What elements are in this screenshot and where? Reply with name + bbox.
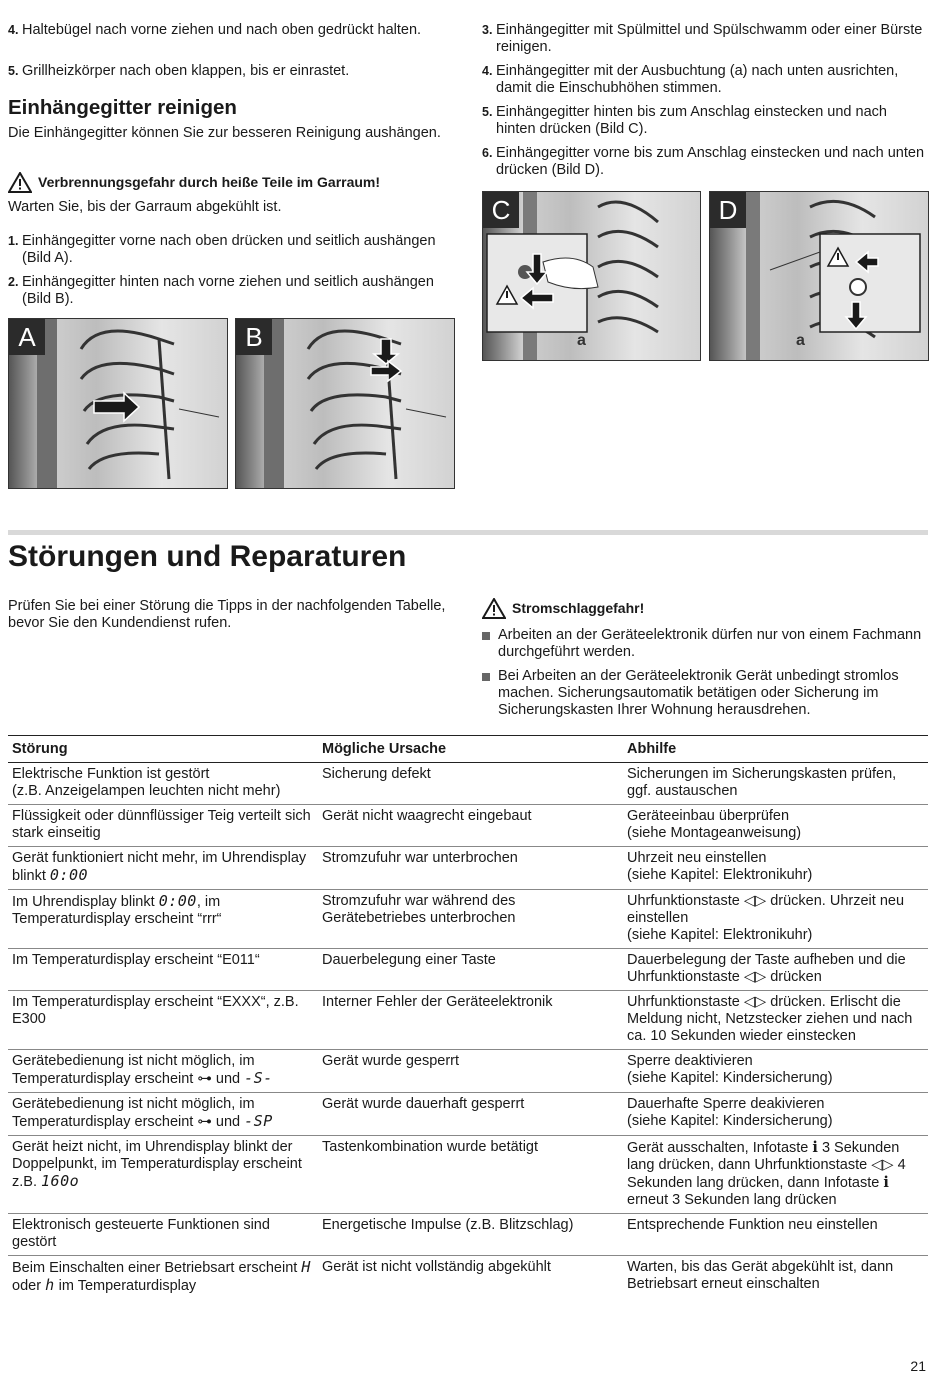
step-6 — [482, 145, 928, 179]
fault-text-2: (z.B. Anzeigelampen leuchten nicht mehr) — [12, 783, 281, 799]
display-code: 0:00 — [49, 866, 89, 884]
fault-cell — [8, 1050, 318, 1093]
bullet-square-icon — [482, 632, 490, 640]
warning-triangle-icon — [482, 598, 506, 619]
warning-triangle-icon — [8, 172, 32, 193]
step-number: 5. — [8, 64, 19, 78]
remedy-text-2: (siehe Kapitel: Kindersicherung) — [627, 1113, 833, 1129]
table-row — [8, 1256, 928, 1300]
clock-function-key-icon: ◁▷ — [871, 1157, 894, 1173]
fault-text: Gerätebedienung ist nicht möglich, im Temperaturdisplay erscheint — [12, 1096, 255, 1130]
remedy-text-2: (siehe Montageanweisung) — [627, 825, 802, 841]
warning-title: Stromschlaggefahr! — [512, 600, 645, 616]
figure-label: B — [236, 319, 272, 355]
shock-warning — [482, 598, 644, 619]
burn-warning — [8, 172, 380, 193]
faults-intro: Prüfen Sie bei einer Störung die Tipps in der nachfolgenden Tabelle, bevor Sie den Kundendienst rufen. — [8, 598, 446, 631]
cause-cell: Gerät ist nicht vollständig abgekühlt — [322, 1259, 551, 1275]
step-5-left — [8, 63, 454, 80]
section-heading: Einhängegitter reinigen — [8, 96, 237, 119]
remedy-cell — [623, 847, 928, 890]
header-fault: Störung — [8, 736, 318, 763]
figure-b — [235, 318, 455, 489]
remedy-text: Gerät ausschalten, Infotaste — [627, 1140, 809, 1156]
display-code: -S- — [244, 1069, 273, 1087]
cause-cell: Stromzufuhr war während des Gerätebetriebes unterbrochen — [318, 890, 623, 949]
fault-cell: Im Temperaturdisplay erscheint “E011“ — [8, 949, 318, 991]
cause-cell: Interner Fehler der Geräteelektronik — [318, 991, 623, 1050]
figure-label: A — [9, 319, 45, 355]
section-intro: Die Einhängegitter können Sie zur besseren Reinigung aushängen. — [8, 125, 441, 141]
step-5-right — [482, 104, 928, 138]
step-3 — [482, 22, 928, 56]
fault-cell: Flüssigkeit oder dünnflüssiger Teig verteilt sich stark einseitig — [8, 805, 318, 847]
remedy-text: Uhrfunktionstaste — [627, 994, 740, 1010]
table-row — [8, 1050, 928, 1093]
figure-d — [709, 191, 929, 361]
remedy-text-end: erneut 3 Sekunden lang drücken — [627, 1192, 837, 1208]
remedy-text-after: drücken. Uhrzeit neu einstellen — [627, 893, 905, 926]
step-number: 3. — [482, 23, 493, 37]
remedy-cell: Entsprechende Funktion neu einstellen — [623, 1214, 928, 1256]
remedy-cell — [623, 1093, 928, 1136]
remedy-text-after: 3 Sekunden lang drücken, dann Uhrfunktionstaste — [627, 1140, 900, 1173]
fault-text: Im Uhrendisplay blinkt — [12, 894, 155, 910]
key-lock-icon: ⊶ — [197, 1114, 212, 1130]
cause-cell: Sicherung defekt — [318, 763, 623, 805]
troubleshooting-table — [8, 735, 928, 1299]
step-4-right — [482, 63, 928, 97]
warning-text: Warten Sie, bis der Garraum abgekühlt ist. — [8, 199, 282, 215]
figure-c — [482, 191, 701, 361]
remedy-cell — [623, 991, 928, 1050]
step-text: Einhängegitter hinten nach vorne ziehen und seitlich aushängen (Bild B). — [22, 274, 434, 307]
header-cause: Mögliche Ursache — [318, 736, 623, 763]
figure-label: C — [483, 192, 519, 228]
section-divider — [8, 530, 928, 535]
fault-text-after: im Temperaturdisplay — [58, 1278, 197, 1294]
cause-cell: Gerät nicht waagrecht eingebaut — [318, 805, 623, 847]
warning-title: Verbrennungsgefahr durch heiße Teile im Garraum! — [38, 174, 381, 190]
fault-cell — [8, 763, 318, 805]
remedy-text-2: (siehe Kapitel: Elektronikuhr) — [627, 927, 813, 943]
display-code: -SP — [244, 1112, 273, 1130]
remedy-text: Sperre deaktivieren — [627, 1053, 753, 1069]
remedy-text: Dauerbelegung der Taste aufheben und die Uhrfunktionstaste — [627, 952, 906, 985]
info-key-icon: i — [883, 1174, 889, 1191]
page-number: 21 — [910, 1358, 926, 1374]
remedy-text: Uhrzeit neu einstellen — [627, 850, 767, 866]
remedy-text: Uhrfunktionstaste — [627, 893, 740, 909]
remedy-text-after: drücken. Erlischt die Meldung nicht, Netzstecker ziehen und nach ca. 10 Sekunden wieder einstecken — [627, 994, 913, 1044]
figure-label: D — [710, 192, 746, 228]
step-text: Einhängegitter mit der Ausbuchtung (a) nach unten ausrichten, damit die Einschubhöhen stimmen. — [496, 63, 899, 96]
table-row — [8, 1093, 928, 1136]
bulge-marker: a — [577, 332, 586, 349]
step-number: 1. — [8, 234, 19, 248]
fault-text: Elektrische Funktion ist gestört — [12, 766, 210, 782]
clock-function-key-icon: ◁▷ — [743, 994, 767, 1010]
bullet-item — [482, 627, 928, 661]
fault-text-mid: oder — [12, 1278, 42, 1294]
step-text: Grillheizkörper nach oben klappen, bis er einrastet. — [22, 63, 350, 79]
bullet-item — [482, 668, 928, 719]
step-text: Einhängegitter vorne nach oben drücken und seitlich aushängen (Bild A). — [22, 233, 436, 266]
clock-function-key-icon: ◁▷ — [743, 969, 767, 985]
remedy-text-after-2: 4 Sekunden lang drücken, dann Infotaste — [627, 1157, 906, 1191]
fault-cell — [8, 1136, 318, 1214]
remedy-cell — [623, 949, 928, 991]
step-text: Einhängegitter hinten bis zum Anschlag einstecken und nach hinten drücken (Bild C). — [496, 104, 887, 137]
fault-text: Gerätebedienung ist nicht möglich, im Temperaturdisplay erscheint — [12, 1053, 255, 1087]
fault-text: Beim Einschalten einer Betriebsart erscheint — [12, 1260, 298, 1276]
display-code: 0:00 — [158, 892, 197, 910]
remedy-text-2: (siehe Kapitel: Elektronikuhr) — [627, 867, 813, 883]
remedy-text-2: (siehe Kapitel: Kindersicherung) — [627, 1070, 833, 1086]
page-title: Störungen und Reparaturen — [8, 540, 407, 573]
info-key-icon: i — [812, 1139, 818, 1156]
bulge-marker: a — [796, 332, 805, 349]
step-text: Haltebügel nach vorne ziehen und nach oben gedrückt halten. — [22, 22, 422, 38]
table-row — [8, 890, 928, 949]
fault-cell: Im Temperaturdisplay erscheint “EXXX“, z.B. E300 — [8, 991, 318, 1050]
table-row — [8, 991, 928, 1050]
fault-text-mid: und — [215, 1114, 241, 1130]
cause-cell: Gerät wurde dauerhaft gesperrt — [318, 1093, 623, 1136]
cause-cell: Tastenkombination wurde betätigt — [318, 1136, 623, 1214]
step-2 — [8, 274, 454, 308]
display-code: 160o — [41, 1172, 80, 1190]
fault-cell — [8, 890, 318, 949]
fault-cell — [8, 1093, 318, 1136]
cause-cell: Energetische Impulse (z.B. Blitzschlag) — [318, 1214, 623, 1256]
table-row — [8, 847, 928, 890]
key-lock-icon: ⊶ — [197, 1071, 212, 1087]
display-code: H — [301, 1258, 311, 1276]
table-header-row — [8, 736, 928, 763]
fault-text: Gerät funktioniert nicht mehr, im Uhrendisplay blinkt — [12, 850, 307, 884]
fault-cell — [8, 847, 318, 890]
step-4-left — [8, 22, 454, 39]
step-number: 2. — [8, 275, 19, 289]
fault-cell: Elektronisch gesteuerte Funktionen sind gestört — [8, 1214, 318, 1256]
remedy-text-after: drücken — [766, 969, 822, 985]
table-row — [8, 805, 928, 847]
fault-cell — [8, 1256, 318, 1300]
clock-function-key-icon: ◁▷ — [743, 893, 767, 909]
figure-a — [8, 318, 228, 489]
step-number: 4. — [8, 23, 19, 37]
header-remedy: Abhilfe — [623, 736, 928, 763]
step-number: 5. — [482, 105, 493, 119]
table-row — [8, 949, 928, 991]
cause-cell: Gerät wurde gesperrt — [318, 1050, 623, 1093]
step-text: Einhängegitter mit Spülmittel und Spülschwamm oder einer Bürste reinigen. — [496, 22, 923, 55]
cause-cell: Stromzufuhr war unterbrochen — [318, 847, 623, 890]
remedy-text: Dauerhafte Sperre deakivieren — [627, 1096, 825, 1112]
step-1 — [8, 233, 454, 267]
step-text: Einhängegitter vorne bis zum Anschlag einstecken und nach unten drücken (Bild D). — [496, 145, 925, 178]
bullet-text: Arbeiten an der Geräteelektronik dürfen nur von einem Fachmann durchgeführt werden. — [498, 627, 922, 660]
cause-cell: Dauerbelegung einer Taste — [318, 949, 623, 991]
fault-text-mid: und — [215, 1071, 241, 1087]
remedy-cell: Warten, bis das Gerät abgekühlt ist, dann Betriebsart erneut einschalten — [627, 1259, 894, 1292]
table-row — [8, 1136, 928, 1214]
remedy-cell — [623, 1136, 928, 1214]
table-row — [8, 763, 928, 805]
bullet-text: Bei Arbeiten an der Geräteelektronik Gerät unbedingt stromlos machen. Sicherungsautomatik betätigen oder Sicherung im Sicherungskasten Ihrer Wohnung herausdrehen. — [498, 668, 899, 718]
remedy-cell — [623, 805, 928, 847]
remedy-cell — [623, 1050, 928, 1093]
remedy-cell: Sicherungen im Sicherungskasten prüfen, ggf. austauschen — [623, 763, 928, 805]
remedy-cell — [623, 890, 928, 949]
fault-text: Gerät heizt nicht, im Uhrendisplay blinkt der Doppelpunkt, im Temperaturdisplay erscheint z.B. — [12, 1139, 302, 1190]
step-number: 6. — [482, 146, 493, 160]
remedy-text: Geräteeinbau überprüfen — [627, 808, 790, 824]
display-code-2: h — [45, 1276, 55, 1294]
step-number: 4. — [482, 64, 493, 78]
bullet-square-icon — [482, 673, 490, 681]
table-row — [8, 1214, 928, 1256]
fault-text-after: , im Temperaturdisplay erscheint “rrr“ — [12, 894, 222, 927]
